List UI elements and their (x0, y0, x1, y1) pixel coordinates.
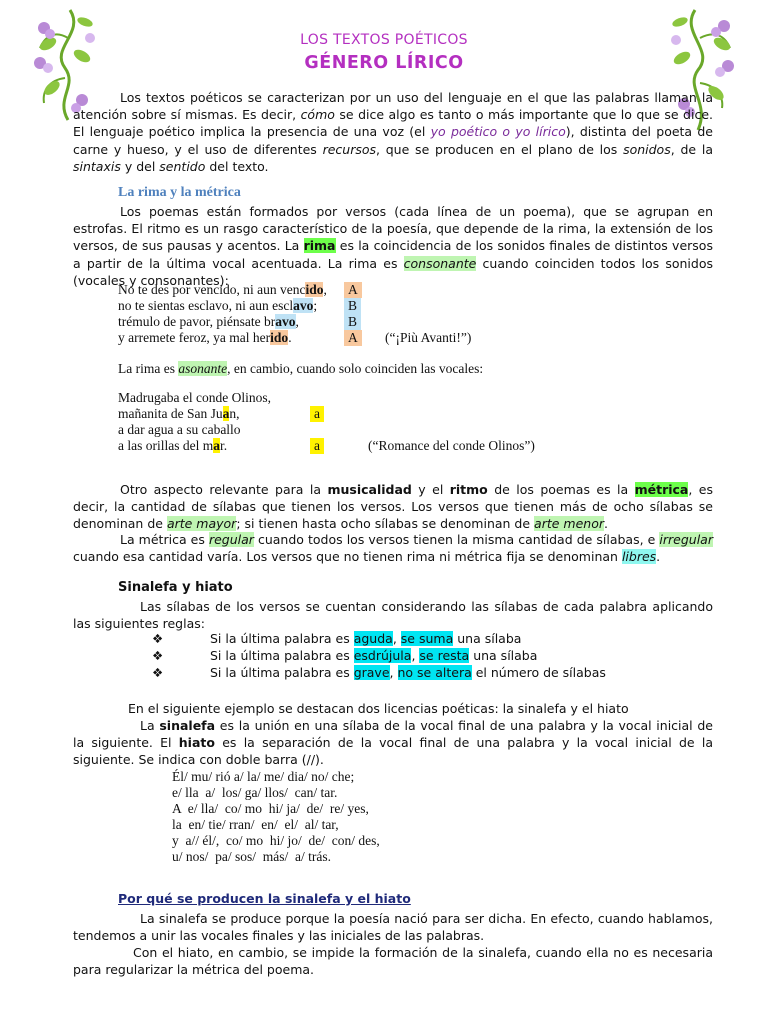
porque-paragraph-2: Con el hiato, en cambio, se impide la formación de la sinalefa, cuando ella no es necesaria para regularizar la métrica del poema. (73, 945, 713, 978)
bullet-icon: ❖ (152, 631, 164, 646)
rule-part-e: una sílaba (457, 631, 522, 646)
sinalefa-intro-paragraph: Las sílabas de los versos se cuentan considerando las sílabas de cada palabra aplicando las siguientes reglas: (73, 599, 713, 632)
scansion-line: la en/ tie/ rran/ en/ el/ al/ tar, (172, 817, 339, 832)
verse-text-end: . (288, 330, 292, 345)
sinalefa-hiato-paragraph: La sinalefa es la unión en una sílaba de la vocal final de una palabra y la vocal inicial de la siguiente. El hiato es la separación de la vocal final de una palabra y la vocal inicial de la siguiente. Se indica con doble barra (//). (73, 718, 713, 768)
scansion-line: y a// él/, co/ mo hi/ jo/ de/ con/ des, (172, 833, 380, 848)
verse-rhyme-highlight: a (222, 406, 230, 421)
verse-text-end: , (295, 314, 299, 329)
verse-asonante-line (118, 422, 241, 438)
verse-asonante-line (118, 406, 239, 422)
verse-text-end: ; (313, 298, 318, 313)
rule-part-c: , (389, 665, 394, 680)
page-title: LOS TEXTOS POÉTICOS (300, 32, 468, 48)
verse-rhyme-highlight: ido (305, 282, 324, 297)
page-subtitle: GÉNERO LÍRICO (304, 53, 464, 73)
verse-text: No te des por vencido, ni aun venc (118, 282, 306, 297)
rhyme-scheme-mark: A (344, 282, 362, 298)
rima-paragraph: Los poemas están formados por versos (cada línea de un poema), que se agrupan en estrofas. El ritmo es un rasgo característico de la poesía, que depende de la rima, la extensión de los versos, de sus pausas y acentos. La rima es la coincidencia de los sonidos finales de distintos versos a partir de la última vocal acentuada. La rima es consonante cuando coinciden todos los sonidos (vocales y consonantes): (73, 204, 713, 288)
verse-rhyme-highlight: avo (275, 314, 296, 329)
verse-rhyme-highlight: a (213, 438, 220, 453)
rhyme-scheme-mark: B (344, 298, 361, 314)
verse-text: a las orillas del m (118, 438, 214, 453)
verse-text-end: r. (219, 438, 228, 453)
rule-item (210, 664, 606, 681)
rule-part-a: Si la última palabra es (210, 648, 350, 663)
scansion-line: Él/ mu/ rió a/ la/ me/ dia/ no/ che; (172, 769, 355, 784)
scansion-line: e/ lla a/ los/ ga/ llos/ can/ tar. (172, 785, 338, 800)
rule-part-b: esdrújula (353, 648, 412, 663)
verse-text: no te sientas esclavo, ni aun escl (118, 298, 294, 313)
rule-part-a: Si la última palabra es (210, 665, 350, 680)
bullet-icon: ❖ (152, 665, 164, 680)
verse-text-end: , (323, 282, 327, 297)
verse-text: mañanita de San Ju (118, 406, 223, 421)
intro-paragraph: Los textos poéticos se caracterizan por un uso del lenguaje en el que las palabras llaman la atención sobre sí mismas. Es decir, cómo se dice algo es tanto o más importante que lo que se dice. El lenguaje poético implica la presencia de una voz (el yo poético o yo lírico), distinta del poeta de carne y hueso, y el uso de diferentes recursos, que se producen en el plano de los sonidos, de la sintaxis y del sentido del texto. (73, 90, 714, 174)
rule-item (210, 630, 521, 647)
metrica-regular-paragraph: La métrica es regular cuando todos los versos tienen la misma cantidad de sílabas, e irregular cuando esa cantidad varía. Los versos que no tienen rima ni métrica fija se denominan libres. (73, 532, 713, 565)
rhyme-scheme-mark: A (344, 330, 362, 346)
rhyme-scheme-mark: a (310, 438, 324, 454)
section-heading-sinalefa: Sinalefa y hiato (118, 580, 233, 595)
rhyme-scheme-mark: B (344, 314, 361, 330)
scansion-line: A e/ lla/ co/ mo hi/ ja/ de/ re/ yes, (172, 801, 369, 816)
section-heading-rima: La rima y la métrica (118, 185, 241, 200)
rule-part-d: se resta (419, 648, 470, 663)
rule-part-c: , (411, 648, 416, 663)
verse-consonante-line (118, 330, 292, 346)
bullet-icon: ❖ (152, 648, 164, 663)
rule-item (210, 647, 537, 664)
verse-text: Madrugaba el conde Olinos, (118, 390, 271, 405)
verse-asonante-line (118, 438, 227, 454)
asonante-paragraph: La rima es asonante, en cambio, cuando solo coinciden las vocales: (118, 361, 484, 376)
scansion-line: u/ nos/ pa/ sos/ más/ a/ trás. (172, 849, 331, 864)
rule-part-b: grave (353, 665, 390, 680)
rule-part-b: aguda (353, 631, 393, 646)
rule-part-e: el número de sílabas (475, 665, 606, 680)
verse-consonante-line (118, 282, 327, 298)
verse-text: a dar agua a su caballo (118, 422, 241, 437)
rule-part-e: una sílaba (473, 648, 538, 663)
verse-rhyme-highlight: avo (293, 298, 314, 313)
verse-text: trémulo de pavor, piénsate br (118, 314, 276, 329)
rhyme-scheme-mark: a (310, 406, 324, 422)
verse-text-end: n, (229, 406, 240, 421)
verse-rhyme-highlight: ido (270, 330, 289, 345)
rule-part-d: no se altera (397, 665, 472, 680)
example-intro: En el siguiente ejemplo se destacan dos licencias poéticas: la sinalefa y el hiato (128, 701, 629, 716)
verse-asonante-line (118, 390, 271, 406)
verse-consonante-line (118, 298, 317, 314)
verse-source-piu-avanti: (“¡Più Avanti!”) (385, 330, 472, 345)
rule-part-c: , (392, 631, 397, 646)
section-heading-porque: Por qué se producen la sinalefa y el hiato (118, 891, 411, 906)
metrica-paragraph: Otro aspecto relevante para la musicalidad y el ritmo de los poemas es la métrica, es decir, la cantidad de sílabas que tienen los versos. Los versos que tienen más de ocho sílabas se denominan de arte mayor; si tienen hasta ocho sílabas se denominan de arte menor. (73, 482, 713, 532)
verse-source-conde-olinos: (“Romance del conde Olinos”) (368, 438, 535, 453)
verse-consonante-line (118, 314, 299, 330)
rule-part-d: se suma (400, 631, 454, 646)
porque-paragraph-1: La sinalefa se produce porque la poesía nació para ser dicha. En efecto, cuando hablamos, tendemos a unir las vocales finales y las iniciales de las palabras. (73, 911, 713, 944)
rule-part-a: Si la última palabra es (210, 631, 350, 646)
verse-text: y arremete feroz, ya mal her (118, 330, 271, 345)
